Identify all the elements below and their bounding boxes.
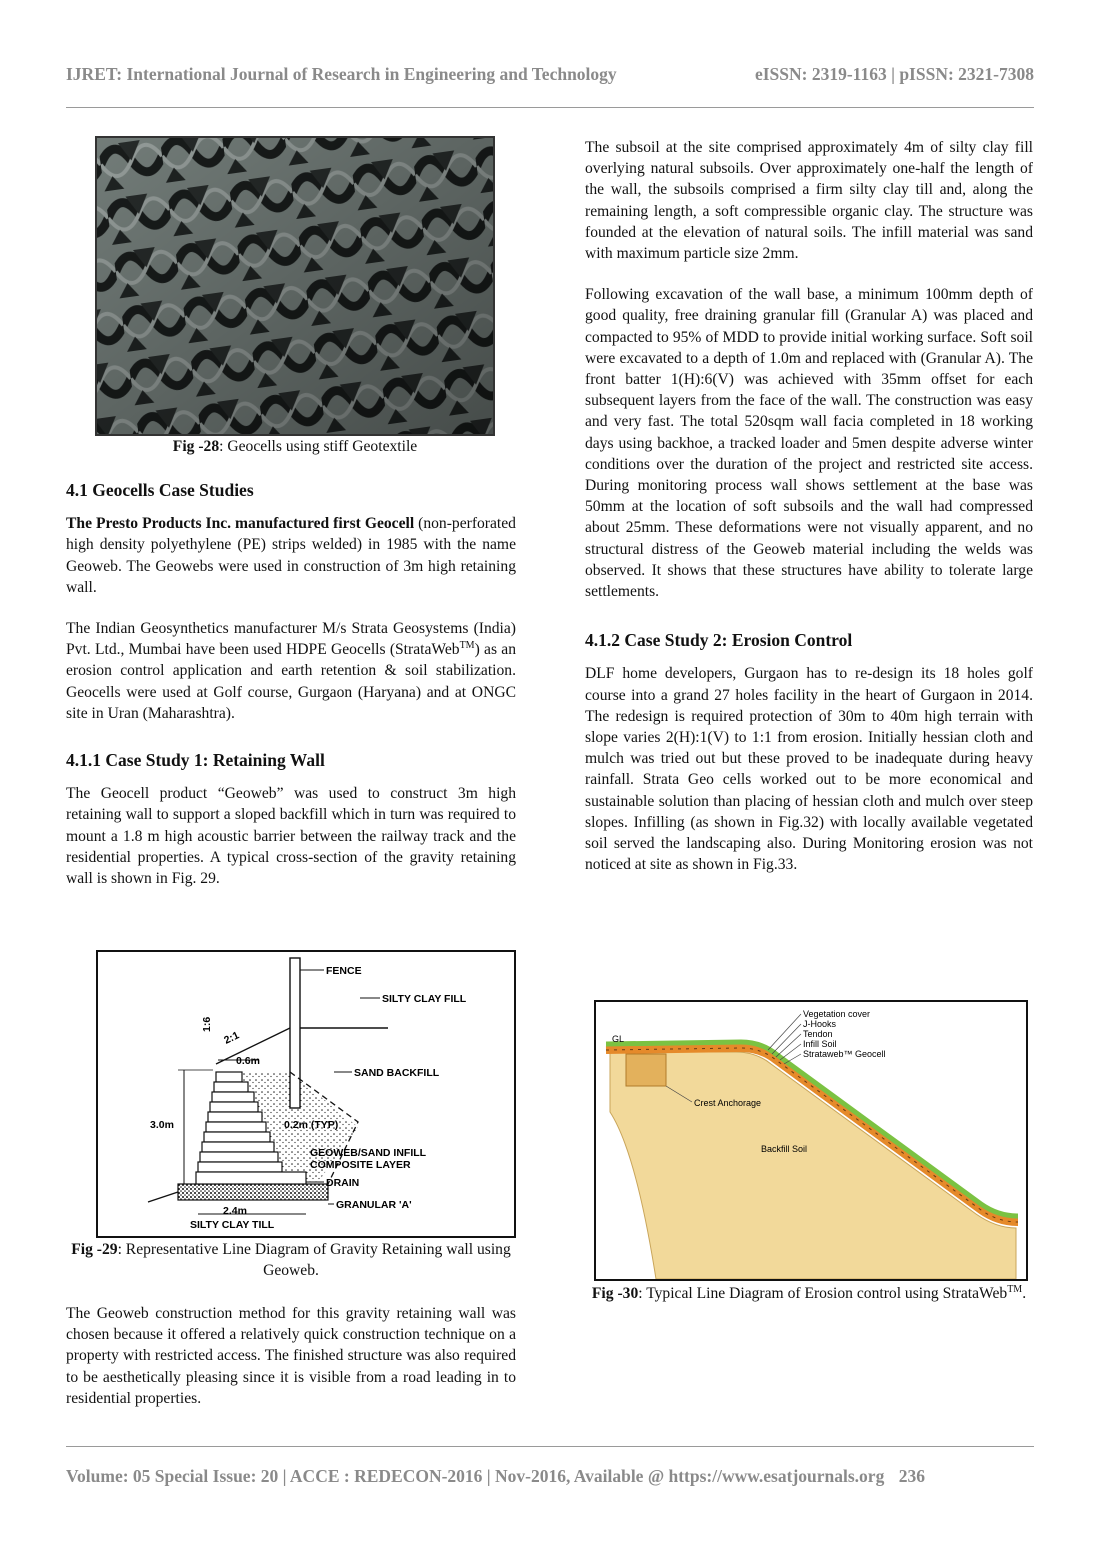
label-silty-clay-fill: SILTY CLAY FILL: [382, 993, 467, 1005]
right-column: [585, 137, 1033, 896]
label-silty-clay-till: SILTY CLAY TILL: [190, 1219, 275, 1231]
geocell-photo-illustration: [97, 138, 493, 434]
label-infill-soil: Infill Soil: [803, 1039, 837, 1049]
dim-height: 3.0m: [150, 1119, 174, 1131]
label-gl: GL: [612, 1034, 625, 1044]
erosion-control-drawing: [596, 1002, 1026, 1279]
batter-ratio: 1:6: [201, 1016, 213, 1032]
strata-text-b: ) as an erosion control application and earth retention & soil stabilization. Geocells were used at Golf course, Gurgaon (Haryana) and at ONGC site in Uran (Maharashtra).: [66, 641, 517, 722]
header-rule: [66, 107, 1034, 108]
fig28-caption-text: : Geocells using stiff Geotextile: [219, 438, 418, 455]
fig30-caption: [585, 1283, 1033, 1304]
label-sand-backfill: SAND BACKFILL: [354, 1067, 440, 1079]
section-4-1-1-para: The Geocell product “Geoweb” was used to construct 3m high retaining wall to support a sloped backfill which in turn was required to mount a 1.8 m high acoustic barrier between the railway track and the residential properties. A typical cross-section of the gravity retaining wall is shown in Fig. 29.: [66, 785, 516, 888]
fig28-caption: [95, 436, 495, 457]
left-column: [66, 480, 516, 909]
label-drain: DRAIN: [326, 1177, 360, 1189]
excavation-para: Following excavation of the wall base, a minimum 100mm depth of good quality, free draining granular fill (Granular A) was placed and compacted to 95% of MDD to provide initial working surface. Soft soil were excavated to a depth of 1.0m and replaced with (Granular A). The front batter 1(H):6(V) was achieved with 35mm offset for each subsequent layers from the face of the wall. The construction was easy and very fast. The total 520sqm wall facia completed in 18 working days using backhoe, a tracked loader and 5men despite adverse winter conditions over the duration of the project and restricted site access. During monitoring process wall shows settlement at the base was 50mm at the location of soft subsoils and the wall had compressed about 25mm. These deformations were not visually apparent, and no structural distress of the Geoweb material including the welds was observed. It shows that these structures have ability to tolerate large settlements.: [585, 286, 1033, 601]
erosion-control-para: DLF home developers, Gurgaon has to re-design its 18 holes golf course into a grand 27 holes facility in the heart of Gurgaon in 2014. The redesign is required protection of 30m to 40m high terrain with slope varies 2(H):1(V) to 1:1 from erosion. Initially hessian cloth and mulch was tried out but these proved to be inadequate during heavy rainfall. Strata Geo cells worked out to be more economical and sustainable solution than placing of hessian cloth and mulch over steep slopes. Infilling (as shown in Fig.32) with locally available vegetated soil served the landscaping also. During Monitoring erosion was not noticed at site as shown in Fig.33.: [585, 665, 1033, 874]
label-jhooks: J-Hooks: [803, 1019, 837, 1029]
label-backfill-soil: Backfill Soil: [761, 1144, 808, 1154]
label-tendon: Tendon: [803, 1029, 833, 1039]
page-number: 236: [898, 1466, 925, 1486]
label-geoweb: GEOWEB/SAND INFILL: [310, 1147, 427, 1159]
label-vegetation: Vegetation cover: [803, 1009, 871, 1019]
footer-text: Volume: 05 Special Issue: 20 | ACCE : REDECON-2016 | Nov-2016, Available @ https://www.esatjournals.org: [66, 1466, 885, 1486]
section-4-1-title: 4.1 Geocells Case Studies: [66, 480, 254, 500]
fig29-diagram: [96, 950, 516, 1238]
subsoil-para: The subsoil at the site comprised approximately 4m of silty clay fill overlying natural subsoils. Over approximately one-half the length of the wall, the subsoils comprised a firm silty clay till and, along the remaining length, a soft compressible organic clay. The structure was founded at the elevation of natural soils. The infill material was sand with maximum particle size 2mm.: [585, 139, 1033, 263]
journal-title: IJRET: International Journal of Research in Engineering and Technology: [66, 64, 617, 84]
label-crest-anchorage: Crest Anchorage: [694, 1098, 762, 1108]
fig28-label: Fig -28: [172, 438, 220, 455]
fig30-label: Fig -30: [591, 1285, 639, 1302]
label-fence: FENCE: [326, 965, 362, 977]
section-4-1-2-title: 4.1.2 Case Study 2: Erosion Control: [585, 630, 853, 651]
fig29-caption: [66, 1239, 516, 1281]
page-header: [66, 64, 1034, 92]
retaining-wall-drawing: [98, 952, 514, 1236]
label-typ: 0.2m (TYP): [284, 1119, 339, 1131]
slope-ratio: 2:1: [222, 1029, 242, 1047]
presto-rest-text: (non-perforated high density polyethylene (PE) strips welded) in 1985 with the name Geoweb. The Geowebs were used in construction of 3m high retaining wall.: [66, 515, 516, 596]
dim-width: 2.4m: [223, 1205, 247, 1217]
page-footer: [66, 1466, 1034, 1487]
fig30-caption-text: : Typical Line Diagram of Erosion control using StrataWeb: [638, 1285, 1008, 1302]
strata-text-a: The Indian Geosynthetics manufacturer M/s Strata Geosystems (India) Pvt. Ltd., Mumbai have been used HDPE Geocells (StrataWeb: [66, 620, 516, 659]
fig29-label: Fig -29: [71, 1241, 118, 1258]
label-composite: COMPOSITE LAYER: [310, 1159, 411, 1171]
fig28-photo: [95, 136, 495, 436]
section-4-1-1-title: 4.1.1 Case Study 1: Retaining Wall: [66, 750, 325, 771]
label-strataweb: Strataweb™ Geocell: [803, 1049, 886, 1059]
fig30-tm: TM: [1007, 1283, 1023, 1295]
fig29-caption-text: : Representative Line Diagram of Gravity Retaining wall using Geoweb.: [117, 1241, 511, 1279]
issn: eISSN: 2319-1163 | pISSN: 2321-7308: [754, 64, 1034, 84]
fig30-diagram: [594, 1000, 1028, 1281]
fig30-caption-end: .: [1022, 1285, 1027, 1302]
section-4-1-para-1: [66, 513, 516, 598]
label-granular: GRANULAR 'A': [336, 1199, 412, 1211]
footer-rule: [66, 1446, 1034, 1447]
tm-superscript: TM: [459, 640, 475, 652]
geoweb-method-para: The Geoweb construction method for this gravity retaining wall was chosen because it offered a relatively quick construction technique on a property with restricted access. The finished structure was also required to be aesthetically pleasing since it is visible from a road leading in to residential properties.: [66, 1305, 516, 1407]
left-column-bottom: [66, 1303, 516, 1429]
presto-bold-text: The Presto Products Inc. manufactured first Geocell: [66, 515, 415, 533]
dim-top: 0.6m: [236, 1055, 260, 1067]
section-4-1-para-2: [66, 618, 516, 724]
